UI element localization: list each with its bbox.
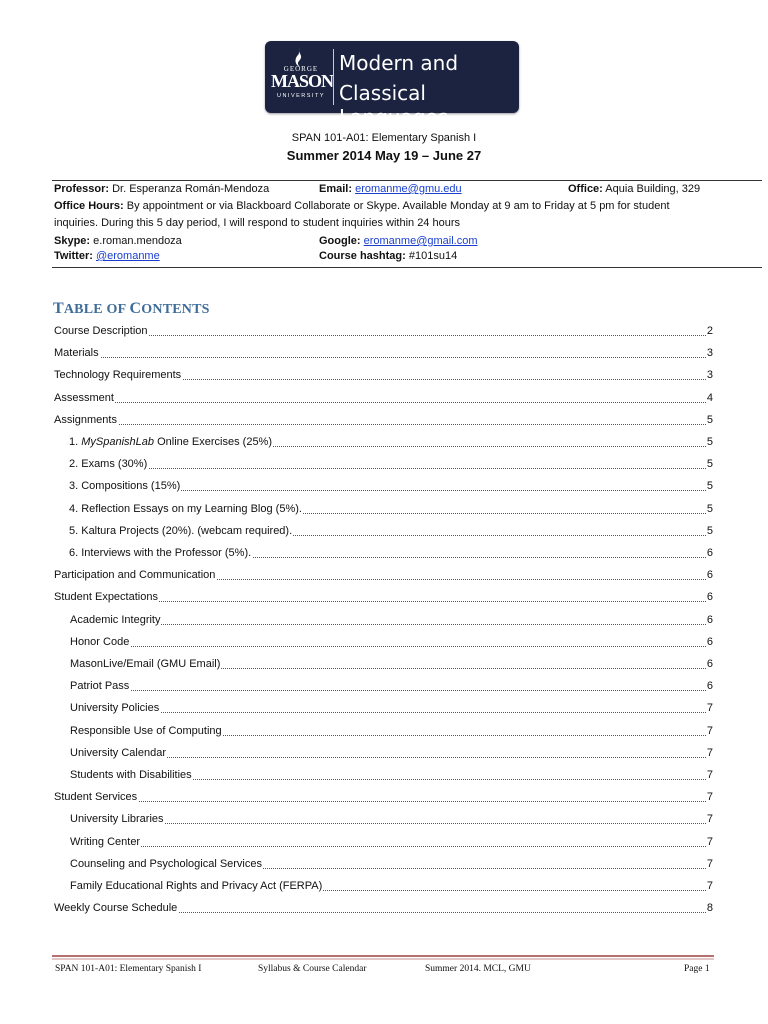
toc-entry[interactable]: [0, 902, 768, 916]
toc-entry-page: 6: [706, 680, 713, 693]
toc-entry-page: 6: [706, 658, 713, 670]
toc-entry[interactable]: [0, 414, 768, 428]
toc-entry-label: Writing Center: [70, 835, 141, 848]
toc-entry-label: Course Description: [54, 325, 148, 337]
toc-entry-label: Assignments: [54, 413, 117, 426]
toc-entry-label: Honor Code: [70, 635, 130, 648]
info-bottom-rule: [52, 267, 762, 268]
skype-label: Skype:: [54, 235, 91, 247]
hashtag-value: #101su14: [408, 250, 458, 262]
toc-leader-dots: [54, 334, 712, 336]
footer-term: Summer 2014. MCL, GMU: [425, 964, 531, 974]
toc-entry-page: 5: [706, 458, 713, 471]
twitter-link[interactable]: @eromanme: [95, 250, 160, 262]
toc-entry-label: 6. Interviews with the Professor (5%).: [69, 547, 252, 559]
toc-leader-dots: [70, 845, 712, 847]
toc-entry[interactable]: [0, 836, 768, 850]
toc-entry[interactable]: [0, 458, 768, 472]
toc-leader-dots: [54, 423, 712, 425]
twitter-line: [54, 250, 160, 262]
toc-entry-page: 5: [706, 502, 713, 515]
toc-entry-page: 5: [706, 524, 713, 537]
info-top-rule: [52, 180, 762, 181]
toc-entry[interactable]: [0, 369, 768, 383]
toc-entry[interactable]: [0, 503, 768, 517]
office-location: Aquia Building, 329: [605, 183, 701, 195]
toc-entry-page: 5: [706, 413, 713, 426]
professor-line: [54, 183, 269, 195]
toc-entry[interactable]: [0, 658, 768, 672]
toc-entry-page: 7: [706, 724, 713, 737]
google-line: [319, 235, 478, 247]
toc-entry[interactable]: [0, 747, 768, 761]
footer-course: SPAN 101-A01: Elementary Spanish I: [55, 964, 202, 974]
footer-rule: [52, 955, 714, 960]
professor-label: Professor:: [54, 183, 110, 195]
office-line: [568, 183, 700, 195]
flame-icon: [293, 47, 307, 67]
toc-entry-label: Participation and Communication: [54, 569, 216, 582]
toc-leader-dots: [70, 645, 712, 647]
toc-leader-dots: [70, 711, 712, 713]
toc-entry-page: 2: [706, 325, 713, 337]
toc-entry-label: Student Services: [54, 791, 138, 804]
toc-entry-page: 6: [706, 569, 713, 582]
toc-entry-label: University Libraries: [70, 813, 164, 826]
toc-entry-page: 6: [706, 547, 713, 559]
email-label: Email:: [319, 183, 353, 195]
office-hours-label: Office Hours:: [54, 200, 124, 212]
toc-entry-page: 7: [706, 769, 713, 781]
toc-entry-label: Materials: [54, 347, 99, 360]
logo-george: GEORGE: [283, 65, 319, 73]
toc-entry-label: 3. Compositions (15%): [69, 480, 181, 493]
google-link[interactable]: eromanme@gmail.com: [363, 235, 478, 247]
toc-leader-dots: [70, 623, 712, 625]
toc-entry[interactable]: [0, 614, 768, 628]
toc-entry[interactable]: [0, 480, 768, 494]
toc-leader-dots: [54, 356, 712, 358]
toc-entry-page: 7: [706, 791, 713, 804]
toc-leader-dots: [69, 467, 712, 469]
office-hours-text: By appointment or via Blackboard Collaborate or Skype. Available Monday at 9 am to Friday at 5 pm for student: [126, 200, 670, 212]
toc-entry[interactable]: [0, 880, 768, 894]
toc-leader-dots: [70, 689, 712, 691]
toc-entry-label: Patriot Pass: [70, 680, 130, 693]
toc-entry-label: 1. MySpanishLab Online Exercises (25%): [69, 436, 273, 448]
toc-entry-label: Academic Integrity: [70, 613, 161, 626]
toc-entry[interactable]: [0, 791, 768, 805]
department-logo: [265, 41, 519, 129]
toc-entry-page: 7: [706, 746, 713, 759]
toc-title: TABLE OF CONTENTS: [53, 300, 210, 317]
toc-entry[interactable]: [0, 858, 768, 872]
toc-entry-page: 6: [706, 635, 713, 648]
toc-entry-page: 4: [706, 391, 713, 404]
toc-entry-page: 5: [706, 436, 713, 448]
hashtag-line: [319, 250, 457, 262]
toc-entry[interactable]: [0, 325, 768, 339]
logo-mason: MASON: [271, 71, 333, 91]
toc-entry[interactable]: [0, 525, 768, 539]
toc-entry-label: Technology Requirements: [54, 369, 182, 382]
course-title: SPAN 101-A01: Elementary Spanish I: [291, 132, 477, 144]
office-hours-line1: [54, 200, 670, 212]
toc-entry[interactable]: [0, 547, 768, 561]
toc-entry[interactable]: [0, 569, 768, 583]
toc-entry-label: Family Educational Rights and Privacy Act (FERPA): [70, 880, 323, 892]
logo-line2: Classical Languages: [339, 81, 449, 129]
toc-entry-label: Students with Disabilities: [70, 769, 192, 781]
email-link[interactable]: eromanme@gmu.edu: [355, 183, 462, 195]
toc-entry-label: MasonLive/Email (GMU Email): [70, 658, 221, 670]
google-label: Google:: [319, 235, 361, 247]
office-label: Office:: [568, 183, 603, 195]
logo-line1: Modern and: [339, 51, 459, 75]
toc-entry[interactable]: [0, 591, 768, 605]
toc-entry-label: 4. Reflection Essays on my Learning Blog (5%).: [69, 502, 302, 515]
toc-entry-page: 3: [706, 347, 713, 360]
footer-page-number: Page 1: [684, 964, 710, 974]
toc-entry-label: Assessment: [54, 391, 114, 404]
toc-entry[interactable]: [0, 636, 768, 650]
toc-entry[interactable]: [0, 725, 768, 739]
toc-entry-page: 3: [706, 369, 713, 382]
toc-entry-page: 5: [706, 480, 713, 493]
skype-id: e.roman.mendoza: [93, 235, 182, 247]
toc-entry[interactable]: [0, 392, 768, 406]
office-hours-line2: inquiries. During this 5 day period, I will respond to student inquiries within 24 hours: [54, 217, 460, 229]
toc-entry[interactable]: [0, 813, 768, 827]
toc-entry-label: 2. Exams (30%): [69, 458, 148, 471]
toc-entry-page: 7: [706, 857, 713, 870]
toc-entry-page: 7: [706, 835, 713, 848]
logo-university: UNIVERSITY: [276, 93, 325, 99]
toc-entry[interactable]: [0, 680, 768, 694]
toc-leader-dots: [70, 822, 712, 824]
toc-entry[interactable]: [0, 769, 768, 783]
toc-entry-label: Weekly Course Schedule: [54, 902, 178, 915]
toc-entry-label: University Policies: [70, 702, 160, 715]
toc-entry-label: University Calendar: [70, 746, 166, 759]
toc-entry[interactable]: [0, 347, 768, 361]
hashtag-label: Course hashtag:: [319, 250, 406, 262]
professor-name: Dr. Esperanza Román-Mendoza: [112, 183, 270, 195]
logo-divider: [333, 49, 334, 105]
toc-entry-label: Counseling and Psychological Services: [70, 857, 262, 870]
toc-leader-dots: [54, 800, 712, 802]
toc-entry[interactable]: [0, 436, 768, 450]
twitter-label: Twitter:: [54, 250, 93, 262]
toc-leader-dots: [54, 401, 712, 403]
email-line: [319, 183, 462, 195]
toc-entry-page: 8: [706, 902, 713, 915]
toc-entry-label: Responsible Use of Computing: [70, 724, 222, 737]
toc-entry-page: 7: [706, 702, 713, 715]
toc-entry-page: 7: [706, 880, 713, 892]
toc-entry[interactable]: [0, 702, 768, 716]
skype-line: [54, 235, 182, 247]
toc-entry-label: Student Expectations: [54, 591, 158, 604]
gmu-emblem: [271, 47, 331, 109]
course-dates: Summer 2014 May 19 – June 27: [286, 148, 482, 163]
toc-entry-label: 5. Kaltura Projects (20%). (webcam required).: [69, 524, 293, 537]
toc-entry-page: 7: [706, 813, 713, 826]
footer-doc-title: Syllabus & Course Calendar: [258, 964, 367, 974]
toc-entry-page: 6: [706, 591, 713, 604]
toc-entry-page: 6: [706, 613, 713, 626]
